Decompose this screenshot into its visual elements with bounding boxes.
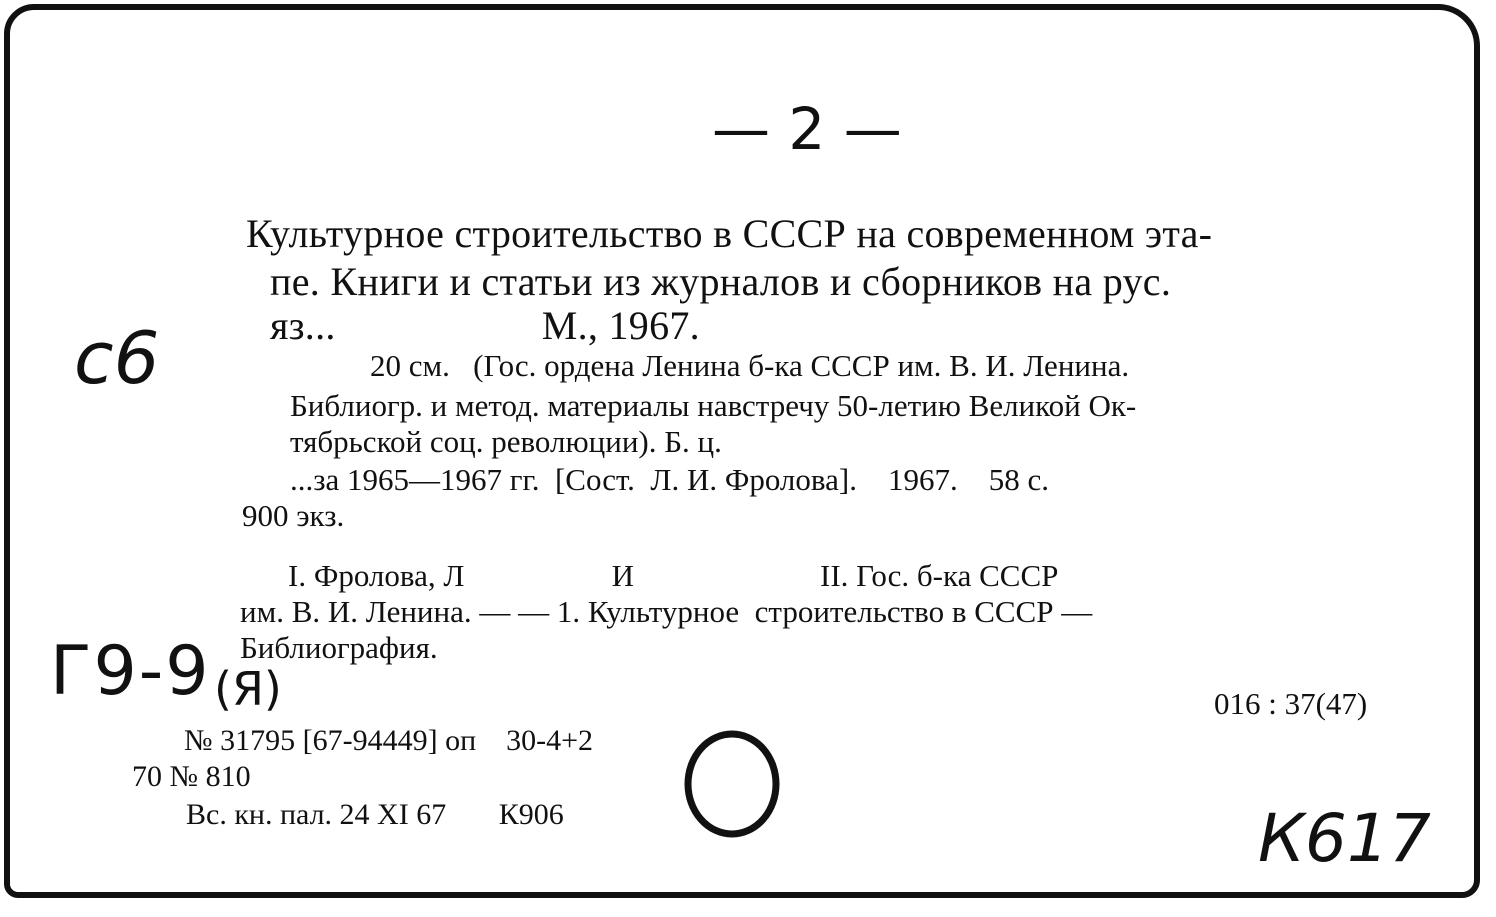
entry-title-line-1: Культурное строительство в СССР на современном эта-: [246, 211, 1213, 256]
handwritten-shelf-mark-paren: (Я): [214, 662, 282, 716]
tracing-line-3: Библиография.: [240, 630, 438, 665]
tracing-line-1: I. Фролова, Л И II. Гос. б-ка СССР: [288, 558, 1059, 593]
handwritten-left-mark: с6: [74, 316, 160, 400]
entry-title-line-3: яз... М., 1967.: [270, 303, 700, 348]
handwritten-page-number: — 2 —: [712, 95, 902, 163]
entry-title-line-2: пе. Книги и статьи из журналов и сборников на рус.: [270, 259, 1172, 304]
entry-supplement-line: ...за 1965—1967 гг. [Сост. Л. И. Фролова]. 1967. 58 с.: [290, 462, 1049, 497]
tracing-line-2: им. В. И. Ленина. — — 1. Культурное строительство в СССР —: [240, 594, 1093, 629]
classification-code: 016 : 37(47): [1214, 686, 1368, 721]
imprint-line-3: Вс. кн. пал. 24 XI 67 К906: [186, 798, 564, 831]
entry-body-line-2: Библиогр. и метод. материалы навстречу 50-летию Великой Ок-: [290, 388, 1137, 423]
entry-copies: 900 экз.: [242, 498, 345, 533]
imprint-line-1: № 31795 [67-94449] оп 30-4+2: [184, 724, 594, 757]
handwritten-shelf-mark: Г9-9: [50, 632, 211, 711]
handwritten-corner-code: К617: [1258, 800, 1431, 877]
entry-body-line-1: 20 см. (Гос. ордена Ленина б-ка СССР им. В. И. Ленина.: [370, 348, 1130, 383]
imprint-line-2: 70 № 810: [132, 760, 251, 793]
entry-body-line-3: тябрьской соц. революции). Б. ц.: [290, 424, 722, 459]
